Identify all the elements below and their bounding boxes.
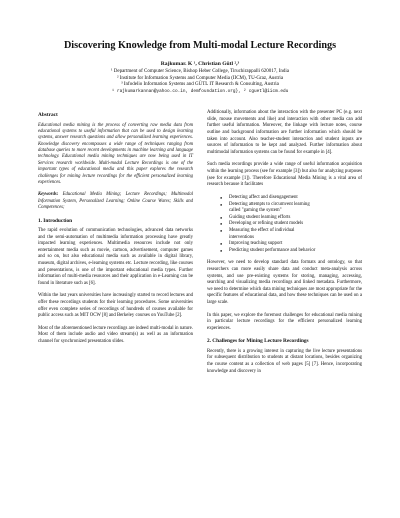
keywords-text: Educational Media Mining; Lecture Recordings; Multimodal Information System, Personalized Learning; Online Course Wares; Skills and Competences;: [38, 192, 194, 211]
list-item-continuation: interventions: [229, 234, 255, 240]
keywords: [38, 192, 193, 211]
right-column: [207, 110, 362, 381]
left-column: [38, 110, 193, 381]
benefit-list: [207, 195, 362, 254]
right-paragraph-3: However, we need to develop standard data formats and ontology, so that researchers can more easily share data and conduct meta-analysis across systems, and use pre-existing systems for storing, managing, accessing, searching and visualizing media recordings and linked metadata. Furthermore, we need to determine which data mining techniques are most appropriate for the specific features of educational data, and how these techniques can be used on a large scale.: [207, 260, 362, 306]
list-item-continuation: called "gaming the system": [229, 208, 282, 214]
list-item: ● Improving teaching support: [229, 241, 362, 248]
intro-heading: 1. Introduction: [38, 217, 73, 224]
right-paragraph-5: Recently, there is a growing interest in capturing the live lecture presentations for subsequent distribution to students at distant locations, besides organizing the course content as a collection of web pages [5] [7]. Hence, incorporating knowledge and discovery in: [207, 348, 362, 374]
right-paragraph-4: In this paper, we explore the foremost challenges for educational media mining in particular lecture recordings for the efficient personalized learning experiences.: [207, 312, 362, 331]
list-item: ● Predicting student performance and behavior: [229, 248, 362, 255]
list-item: ● Measuring the effect of individual: [229, 228, 362, 235]
keywords-label: Keywords:: [38, 192, 59, 198]
right-paragraph-1: Additionally, information about the interaction with the presenter PC (e.g. next slide, mouse movements and like) and interaction with other media can add further useful information. Moreover, the linkage with lecture notes, course outline and background information are further information which should be taken into account. Also teacher-student interaction and student inputs are sources of information to be kept and analyzed. Further information about multimodal information systems can be found for example in [4].: [207, 110, 362, 155]
affiliation-3: ³ Infodelio Information Systems and GÜTL IT Research & Consulting, Austria: [121, 82, 279, 88]
list-item: ● Developing or refining student models: [229, 221, 362, 228]
affiliation-1: ¹ Department of Computer Science, Bishop Heber College, Tiruchirappalli 620017, India: [111, 68, 289, 74]
abstract-heading: Abstract: [38, 112, 58, 119]
two-column-body: [38, 110, 362, 381]
list-item: ● Guiding student learning efforts: [229, 215, 362, 222]
right-paragraph-2: Such media recordings provide a wide range of useful information acquisition within the learning process (see for example [3]) but also for analyzing purposes (see for example [1]). Therefore Educational Media Mining is a vital area of research because it facilitates: [207, 162, 362, 188]
list-item: ● Detecting affect and disengagement: [229, 195, 362, 202]
author-emails: ¹ rajkumarkannan@yahoo.co.in, demfoundation.org}, ² cguetl@iicm.edu: [111, 89, 289, 95]
affiliation-2: ² Institute for Information Systems and Computer Media (IICM), TU-Graz, Austria: [116, 75, 284, 81]
intro-paragraph-1: The rapid evolution of communication technologies, advanced data networks and the semi-automation of multimedia information processing have greatly impacted learning experiences. Multimedia resources include not only entertainment media such as movie, cartoon, advertisement, computer games and so on, but also educational media such as available in digital library, museum, digital archives, e-learning systems etc. Lecture recording, like courses and presentations, is one of the important educational media types. Further information of multi-media resources and their application in e-Learning can be found in literature such as [6].: [38, 227, 193, 286]
intro-paragraph-3: Most of the aforementioned lecture recordings are indeed multi-modal in nature. Most of them include audio and video stream(s) as well as an information channel for synchronized presentation slides.: [38, 325, 193, 345]
abstract-text: Educational media mining is the process of converting raw media data from educational systems to useful information that can be used to design learning systems, answer research questions and allow personalized learning experiences. Knowledge discovery encompasses a wide range of techniques ranging from database queries to more recent developments in machine learning and language technology. Educational media mining techniques are now being used in IT Services research worldwide. Multi-modal Lecture Recordings is one of the important types of educational media and this paper explores the research challenges for mining lecture recordings for the efficient personalized learning experiences.: [38, 122, 193, 186]
list-item: ● Detecting attempts to circumvent learning: [229, 202, 362, 209]
paper-title: Discovering Knowledge from Multi-modal Lecture Recordings: [63, 40, 337, 51]
intro-paragraph-2: Within the last years universities have increasingly started to record lectures and offer these recordings students for their learning procedures. Some universities offer even complete series of recordings of hundreds of courses available for public access such as MIT OCW [8] and Berkeley courses on YouTube [2].: [38, 293, 193, 319]
author-line: Rajkumar. K ¹, Christian Gütl ²,³: [160, 61, 240, 68]
section-2-heading: 2. Challenges for Mining Lecture Recordings: [207, 338, 309, 345]
